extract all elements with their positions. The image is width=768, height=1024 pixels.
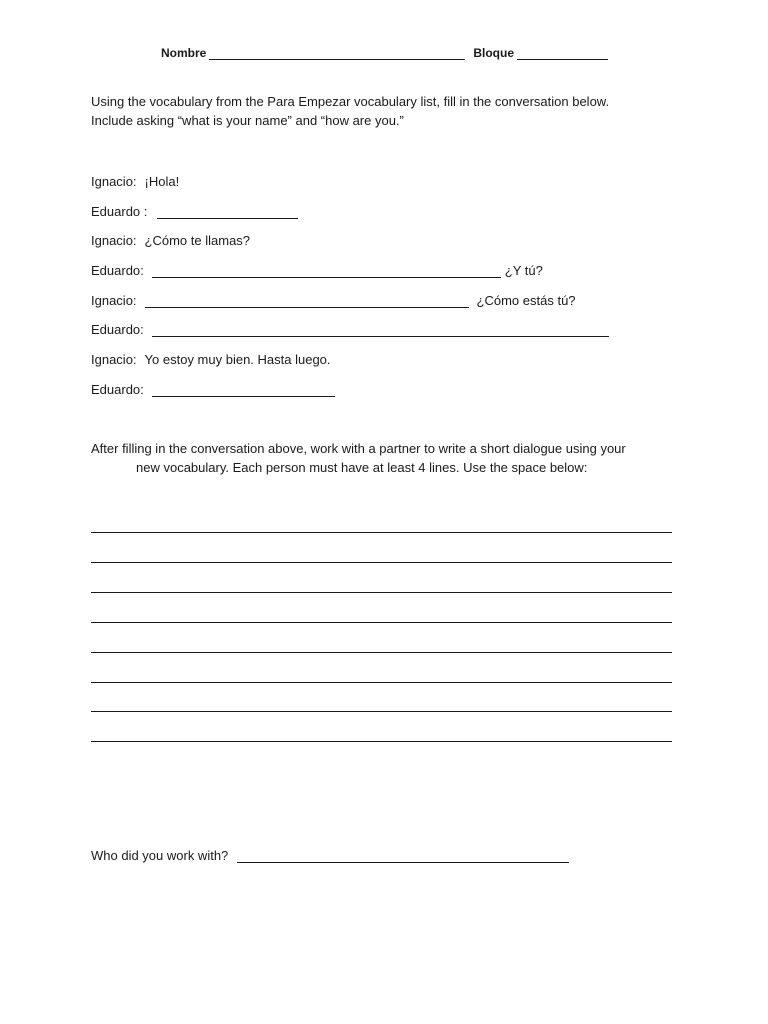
- answer-blank[interactable]: [145, 293, 469, 308]
- answer-blank[interactable]: [157, 204, 298, 219]
- writing-line[interactable]: [91, 652, 672, 653]
- speaker-name: Eduardo:: [91, 382, 144, 397]
- instructions-line-2: Include asking “what is your name” and “how are you.”: [91, 113, 404, 128]
- writing-line[interactable]: [91, 741, 672, 742]
- speaker-name: Ignacio:: [91, 352, 137, 367]
- speaker-name: Ignacio:: [91, 233, 137, 248]
- conversation-line-8: [91, 379, 335, 397]
- conversation-line-6: [91, 319, 609, 337]
- speaker-name: Eduardo :: [91, 204, 148, 219]
- bloque-field[interactable]: [517, 47, 608, 60]
- speaker-name: Ignacio:: [91, 293, 137, 308]
- header-name-bloque: [161, 46, 608, 60]
- writing-line[interactable]: [91, 682, 672, 683]
- conversation-line-2: [91, 201, 298, 219]
- dialogue-suffix: ¿Cómo estás tú?: [476, 293, 576, 308]
- speaker-name: Eduardo:: [91, 322, 144, 337]
- speaker-name: Eduardo:: [91, 263, 144, 278]
- instructions: [91, 92, 691, 130]
- answer-blank[interactable]: [152, 263, 501, 278]
- answer-blank[interactable]: [152, 322, 609, 337]
- dialogue-instructions-line-1: After filling in the conversation above, work with a partner to write a short dialogue using your: [91, 441, 626, 456]
- writing-line[interactable]: [91, 562, 672, 563]
- dialogue-text: ¡Hola!: [144, 174, 180, 189]
- conversation-line-1: [91, 171, 179, 189]
- dialogue-instructions-line-2: new vocabulary. Each person must have at least 4 lines. Use the space below:: [136, 460, 588, 475]
- conversation-line-5: [91, 290, 576, 308]
- name-field[interactable]: [209, 47, 465, 60]
- instructions-line-1: Using the vocabulary from the Para Empezar vocabulary list, fill in the conversation below.: [91, 94, 610, 109]
- bloque-label: Bloque: [473, 46, 515, 60]
- name-label: Nombre: [161, 46, 207, 60]
- conversation-line-7: [91, 349, 331, 367]
- partner-answer-blank[interactable]: [237, 848, 569, 863]
- writing-line[interactable]: [91, 592, 672, 593]
- partner-prompt: Who did you work with?: [91, 848, 229, 863]
- writing-line[interactable]: [91, 711, 672, 712]
- speaker-name: Ignacio:: [91, 174, 137, 189]
- dialogue-instructions: [91, 439, 691, 477]
- writing-line[interactable]: [91, 532, 672, 533]
- dialogue-suffix: ¿Y tú?: [504, 263, 543, 278]
- dialogue-text: Yo estoy muy bien. Hasta luego.: [144, 352, 331, 367]
- writing-line[interactable]: [91, 622, 672, 623]
- conversation-line-3: [91, 230, 250, 248]
- partner-question: [91, 845, 569, 863]
- answer-blank[interactable]: [152, 382, 335, 397]
- conversation-line-4: [91, 260, 543, 278]
- dialogue-text: ¿Cómo te llamas?: [144, 233, 251, 248]
